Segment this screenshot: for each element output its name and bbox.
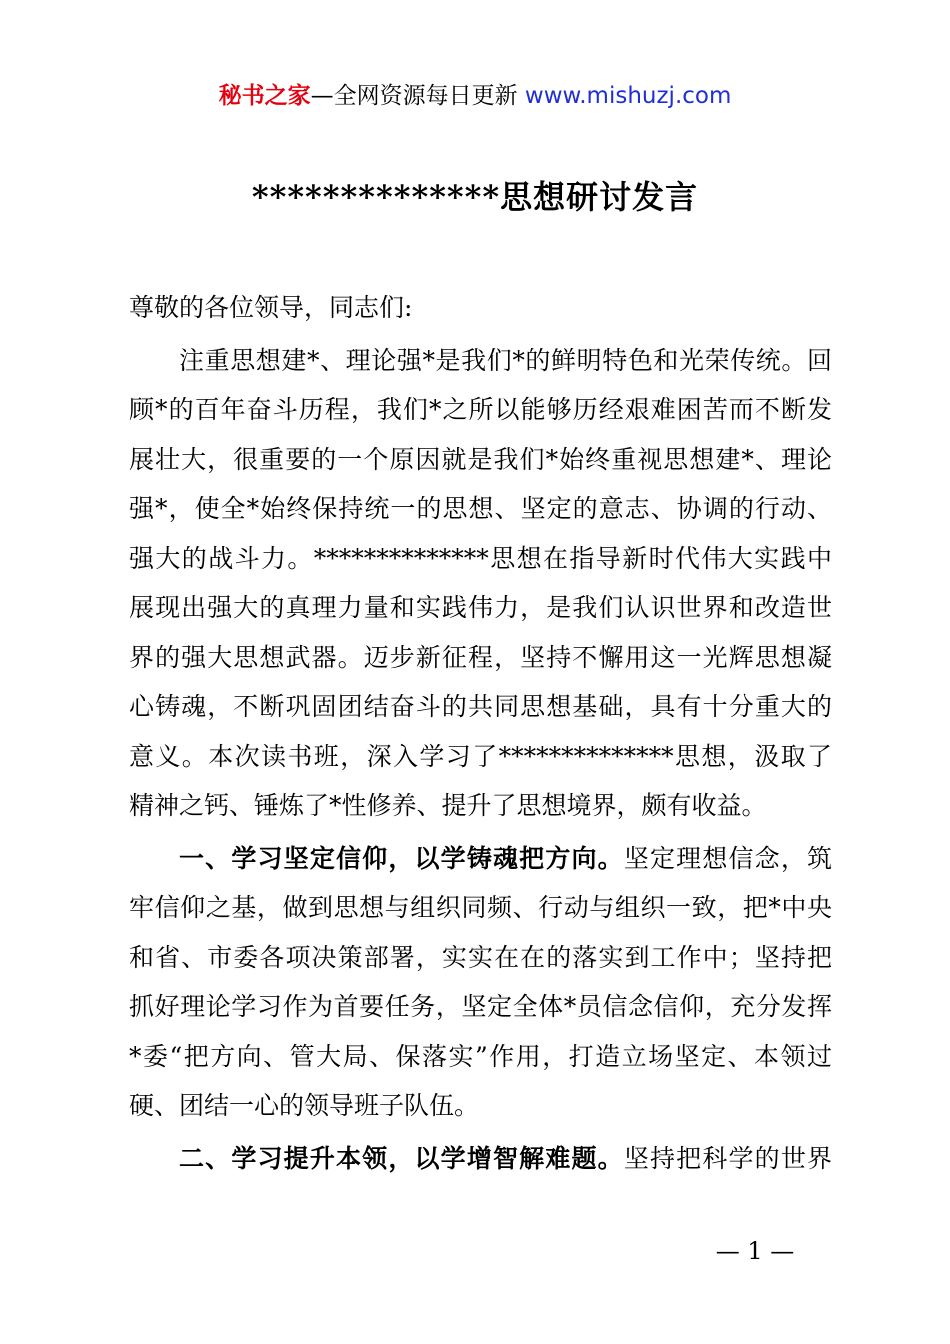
paragraph-line: 精神之钙、锤炼了*性修养、提升了思想境界，颇有收益。 (129, 791, 767, 820)
paragraph-line: 和省、市委各项决策部署，实实在在的落实到工作中；坚持把 (129, 942, 832, 972)
section-one (129, 834, 832, 1131)
section-heading: 二、学习提升本领，以学增智解难题。 (179, 1143, 624, 1173)
section-heading-line (129, 1134, 832, 1184)
paragraph-line: 注重思想建*、理论强*是我们*的鲜明特色和光荣传统。回 (179, 345, 832, 375)
page-number: — 1 — (715, 1237, 795, 1265)
header-banner (0, 80, 950, 112)
document-title: **************思想研讨发言 (251, 178, 699, 216)
banner-brand: 秘书之家 (218, 83, 311, 109)
salutation: 尊敬的各位领导，同志们: (129, 293, 413, 322)
paragraph-intro (129, 336, 832, 831)
paragraph-line: *委“把方向、管大局、保落实”作用，打造立场坚定、本领过 (129, 1041, 832, 1071)
section-heading: 一、学习坚定信仰，以学铸魂把方向。 (179, 843, 624, 873)
document-body (129, 283, 832, 1183)
paragraph-line: 抓好理论学习作为首要任务，坚定全体*员信念信仰，充分发挥 (129, 992, 832, 1021)
banner-url-link[interactable]: www.mishuzj.com (524, 83, 732, 109)
paragraph-line: 意义。本次读书班，深入学习了**************思想，汲取了 (129, 741, 832, 771)
paragraph-line: 展现出强大的真理力量和实践伟力，是我们认识世界和改造世 (129, 593, 832, 622)
section-heading-line (129, 834, 832, 884)
banner-tagline: —全网资源每日更新 (310, 83, 525, 109)
paragraph-line: 强*，使全*始终保持统一的思想、坚定的意志、协调的行动、 (129, 494, 832, 523)
paragraph-line: 界的强大思想武器。迈步新征程，坚持不懈用这一光辉思想凝 (129, 642, 832, 672)
section-two (129, 1134, 832, 1184)
section-text: 坚持把科学的世界 (623, 1143, 832, 1173)
section-text: 坚定理想信念，筑 (623, 843, 832, 873)
paragraph-line: 强大的战斗力。**************思想在指导新时代伟大实践中 (129, 543, 832, 573)
paragraph-line: 展壮大，很重要的一个原因就是我们*始终重视思想建*、理论 (129, 444, 832, 474)
paragraph-line: 顾*的百年奋斗历程，我们*之所以能够历经艰难困苦而不断发 (129, 395, 832, 424)
paragraph-line: 硬、团结一心的领导班子队伍。 (129, 1091, 480, 1120)
paragraph-line: 牢信仰之基，做到思想与组织同频、行动与组织一致，把*中央 (129, 893, 832, 922)
paragraph-line: 心铸魂，不断巩固团结奋斗的共同思想基础，具有十分重大的 (129, 692, 832, 721)
